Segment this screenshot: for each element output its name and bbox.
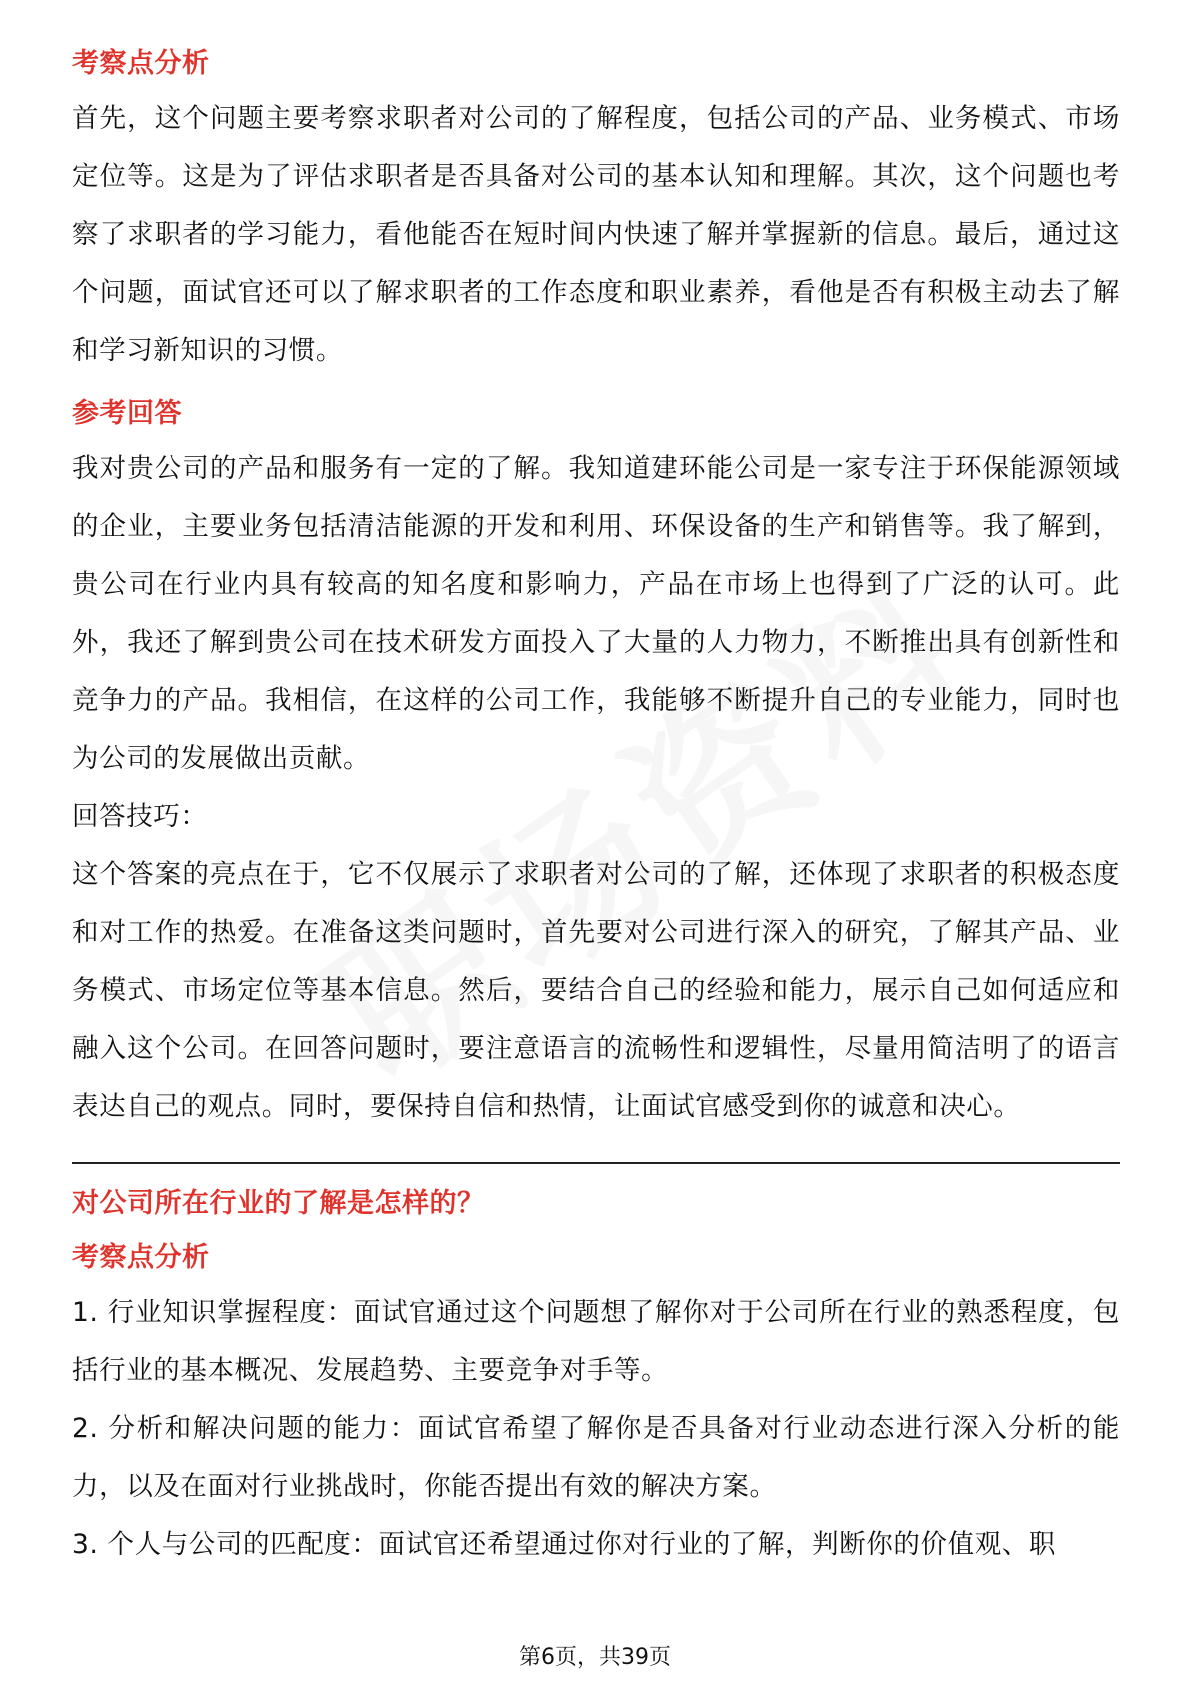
section-heading-analysis-2: 考察点分析 — [72, 1242, 210, 1273]
answer-tips-label: 回答技巧： — [72, 801, 208, 832]
reference-answer-paragraph: 我对贵公司的产品和服务有一定的了解。我知道建环能公司是一家专注于环保能源领域的企业，主要业务包括清洁能源的开发和利用、环保设备的生产和销售等。我了解到，贵公司在行业内具有较高的知名度和影响力，产品在市场上也得到了广泛的认可。此外，我还了解到贵公司在技术研发方面投入了大量的人力物力，不断推出具有创新性和竞争力的产品。我相信，在这样的公司工作，我能够不断提升自己的专业能力，同时也为公司的发展做出贡献。 — [72, 453, 1120, 774]
analysis-paragraph: 首先，这个问题主要考察求职者对公司的了解程度，包括公司的产品、业务模式、市场定位等。这是为了评估求职者是否具备对公司的基本认知和理解。其次，这个问题也考察了求职者的学习能力，看他能否在短时间内快速了解并掌握新的信息。最后，通过这个问题，面试官还可以了解求职者的工作态度和职业素养，看他是否有积极主动去了解和学习新知识的习惯。 — [72, 103, 1120, 366]
list-item: 2. 分析和解决问题的能力：面试官希望了解你是否具备对行业动态进行深入分析的能力，以及在面对行业挑战时，你能否提出有效的解决方案。 — [72, 1413, 1120, 1502]
page-content — [72, 44, 1120, 1574]
list-item: 3. 个人与公司的匹配度：面试官还希望通过你对行业的了解，判断你的价值观、职 — [72, 1529, 1057, 1560]
analysis-list — [72, 1284, 1120, 1574]
section-divider — [72, 1162, 1120, 1164]
question-title: 对公司所在行业的了解是怎样的？ — [72, 1188, 485, 1219]
section-heading-reference-answer: 参考回答 — [72, 398, 182, 429]
page-number: 第6页，共39页 — [519, 1645, 671, 1670]
list-item: 1. 行业知识掌握程度：面试官通过这个问题想了解你对于公司所在行业的熟悉程度，包括行业的基本概况、发展趋势、主要竞争对手等。 — [72, 1297, 1120, 1386]
answer-tips-paragraph: 这个答案的亮点在于，它不仅展示了求职者对公司的了解，还体现了求职者的积极态度和对工作的热爱。在准备这类问题时，首先要对公司进行深入的研究，了解其产品、业务模式、市场定位等基本信息。然后，要结合自己的经验和能力，展示自己如何适应和融入这个公司。在回答问题时，要注意语言的流畅性和逻辑性，尽量用简洁明了的语言表达自己的观点。同时，要保持自信和热情，让面试官感受到你的诚意和决心。 — [72, 859, 1120, 1122]
section-heading-analysis: 考察点分析 — [72, 48, 210, 79]
